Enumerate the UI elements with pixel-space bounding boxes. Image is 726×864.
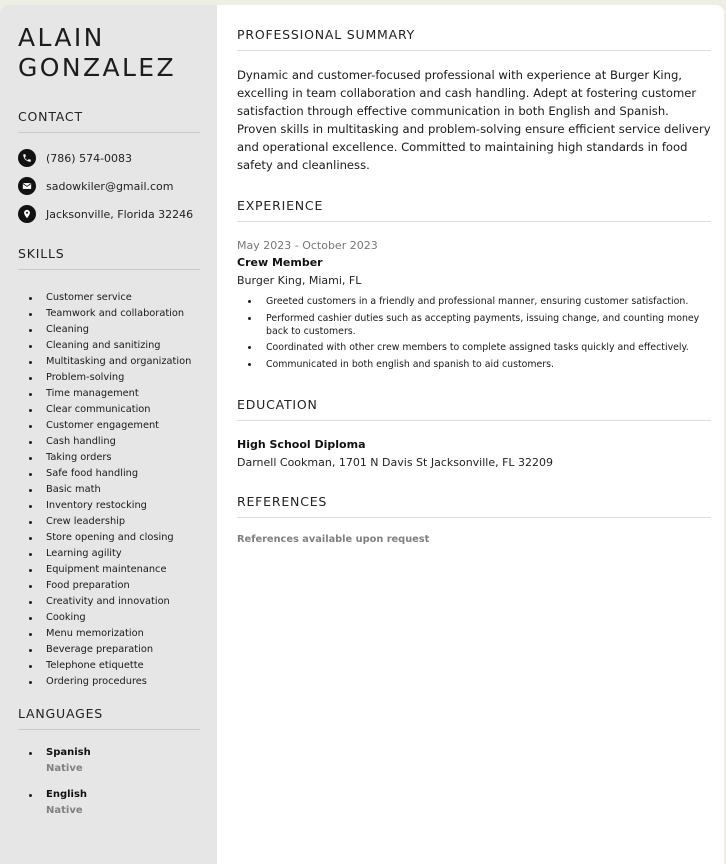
language-item bbox=[18, 745, 91, 777]
skill-item: Clear communication bbox=[18, 402, 191, 418]
skills-list bbox=[18, 290, 191, 690]
location-text: Jacksonville, Florida 32246 bbox=[46, 207, 194, 221]
references-heading: REFERENCES bbox=[237, 494, 711, 518]
experience-bullet: Greeted customers in a friendly and professional manner, ensuring customer satisfaction. bbox=[237, 295, 711, 308]
summary-heading: PROFESSIONAL SUMMARY bbox=[237, 27, 711, 51]
contact-phone[interactable] bbox=[18, 149, 132, 167]
email-text: sadowkiler@gmail.com bbox=[46, 179, 174, 193]
skill-item: Store opening and closing bbox=[18, 530, 191, 546]
skill-item: Multitasking and organization bbox=[18, 354, 191, 370]
references-text: References available upon request bbox=[237, 534, 430, 545]
skill-item: Telephone etiquette bbox=[18, 658, 191, 674]
language-level: Native bbox=[46, 805, 83, 816]
phone-icon bbox=[18, 149, 36, 167]
skill-item: Cleaning bbox=[18, 322, 191, 338]
resume-page bbox=[0, 5, 724, 864]
skill-item: Cleaning and sanitizing bbox=[18, 338, 191, 354]
skill-item: Taking orders bbox=[18, 450, 191, 466]
phone-text: (786) 574-0083 bbox=[46, 151, 133, 165]
language-level: Native bbox=[46, 763, 83, 774]
location-pin-icon bbox=[18, 205, 36, 223]
language-item bbox=[18, 787, 87, 819]
last-name: GONZALEZ bbox=[18, 53, 177, 82]
language-name: English bbox=[18, 787, 87, 803]
skill-item: Time management bbox=[18, 386, 191, 402]
skill-item: Food preparation bbox=[18, 578, 191, 594]
candidate-name bbox=[18, 23, 176, 83]
skill-item: Inventory restocking bbox=[18, 498, 191, 514]
main-content bbox=[237, 5, 711, 864]
experience-bullet: Communicated in both english and spanish to aid customers. bbox=[237, 358, 711, 371]
education-school: Darnell Cookman, 1701 N Davis St Jacksonville, FL 32209 bbox=[237, 456, 554, 469]
experience-bullet: Performed cashier duties such as accepting payments, issuing change, and counting money back to customers. bbox=[237, 312, 711, 338]
skill-item: Cooking bbox=[18, 610, 191, 626]
skill-item: Customer engagement bbox=[18, 418, 191, 434]
mail-icon bbox=[18, 177, 36, 195]
education-degree: High School Diploma bbox=[237, 438, 366, 451]
experience-bullet: Coordinated with other crew members to complete assigned tasks quickly and effectively. bbox=[237, 341, 711, 354]
skill-item: Teamwork and collaboration bbox=[18, 306, 191, 322]
languages-heading: LANGUAGES bbox=[18, 706, 200, 730]
experience-date: May 2023 - October 2023 bbox=[237, 239, 378, 252]
contact-email[interactable] bbox=[18, 177, 174, 195]
first-name: ALAIN bbox=[18, 23, 105, 52]
skill-item: Creativity and innovation bbox=[18, 594, 191, 610]
skill-item: Basic math bbox=[18, 482, 191, 498]
skill-item: Ordering procedures bbox=[18, 674, 191, 690]
contact-heading: CONTACT bbox=[18, 109, 200, 133]
job-company: Burger King, Miami, FL bbox=[237, 274, 362, 287]
skill-item: Problem-solving bbox=[18, 370, 191, 386]
skill-item: Customer service bbox=[18, 290, 191, 306]
skill-item: Equipment maintenance bbox=[18, 562, 191, 578]
education-heading: EDUCATION bbox=[237, 397, 711, 421]
sidebar bbox=[0, 5, 217, 864]
summary-text: Dynamic and customer-focused professional with experience at Burger King, excelling in team collaboration and cash handling. Adept at fostering customer satisfaction through effective communication in both English and Spanish. Proven skills in multitasking and problem-solving ensure efficient service delivery and operational excellence. Committed to maintaining high standards in food safety and cleanliness. bbox=[237, 68, 711, 172]
skill-item: Menu memorization bbox=[18, 626, 191, 642]
skill-item: Safe food handling bbox=[18, 466, 191, 482]
job-title: Crew Member bbox=[237, 256, 323, 269]
skill-item: Crew leadership bbox=[18, 514, 191, 530]
language-name: Spanish bbox=[18, 745, 91, 761]
skill-item: Learning agility bbox=[18, 546, 191, 562]
experience-heading: EXPERIENCE bbox=[237, 198, 711, 222]
skill-item: Cash handling bbox=[18, 434, 191, 450]
skills-heading: SKILLS bbox=[18, 246, 200, 270]
skill-item: Beverage preparation bbox=[18, 642, 191, 658]
experience-bullets bbox=[237, 295, 711, 374]
contact-location bbox=[18, 205, 193, 223]
